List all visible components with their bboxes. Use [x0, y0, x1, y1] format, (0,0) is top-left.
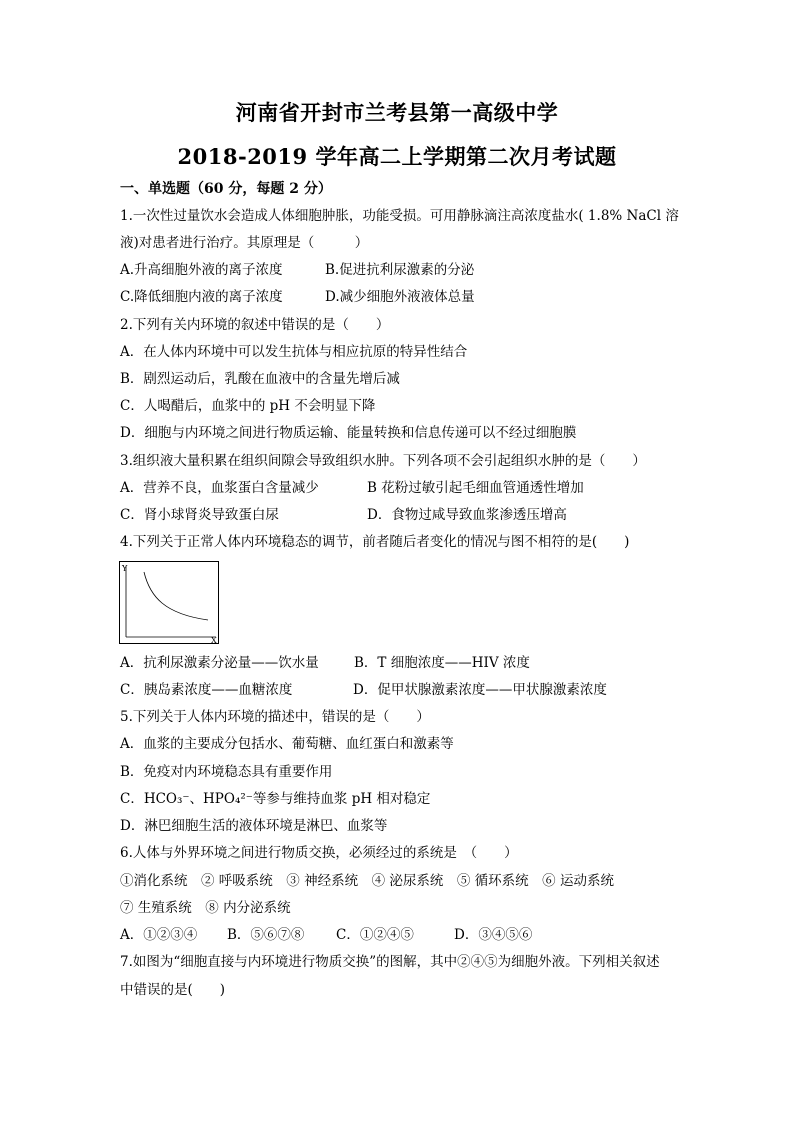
q4-option-a[interactable]: A．抗利尿激素分泌量——饮水量 [120, 655, 319, 671]
q4-graph [119, 561, 219, 644]
q6-option-d[interactable]: D．③④⑤⑥ [454, 927, 533, 943]
q2-stem: 2.下列有关内环境的叙述中错误的是（ ） [120, 317, 390, 333]
y-axis-label: Y [122, 564, 128, 573]
q6-option-a[interactable]: A．①②③④ [120, 927, 198, 943]
x-axis-label: X [211, 636, 217, 645]
q7-stem-cont: 中错误的是( ) [120, 982, 226, 998]
q6-option-c[interactable]: C．①②④⑤ [336, 927, 414, 943]
q4-option-c[interactable]: C．胰岛素浓度——血糖浓度 [120, 682, 293, 698]
q7-stem: 7.如图为“细胞直接与内环境进行物质交换”的图解，其中②④⑤为细胞外液。下列相关叙述 [120, 954, 660, 970]
document-title: 河南省开封市兰考县第一高级中学 [235, 100, 559, 125]
q4-option-d[interactable]: D．促甲状腺激素浓度——甲状腺激素浓度 [353, 682, 607, 698]
q5-option-b[interactable]: B．免疫对内环境稳态具有重要作用 [120, 764, 333, 780]
q5-option-c[interactable]: C．HCO₃⁻、HPO₄²⁻等参与维持血浆 pH 相对稳定 [120, 791, 431, 807]
q1-stem: 1.一次性过量饮水会造成人体细胞肿胀，功能受损。可用静脉滴注高浓度盐水( 1.8% NaCl 溶 [120, 208, 679, 224]
q3-stem: 3.组织液大量积累在组织间隙会导致组织水肿。下列各项不会引起组织水肿的是（ ） [120, 453, 646, 469]
q2-option-d[interactable]: D．细胞与内环境之间进行物质运输、能量转换和信息传递可以不经过细胞膜 [120, 425, 577, 441]
q1-option-b[interactable]: B.促进抗利尿激素的分泌 [325, 262, 475, 278]
q5-stem: 5.下列关于人体内环境的描述中，错误的是（ ） [120, 709, 430, 725]
section-heading: 一、单选题（60 分，每题 2 分） [120, 181, 332, 197]
q3-option-a[interactable]: A．营养不良，血浆蛋白含量减少 [120, 480, 319, 496]
q4-graph-svg [120, 562, 220, 645]
q3-option-d[interactable]: D．食物过咸导致血浆渗透压增高 [367, 507, 567, 523]
q1-option-d[interactable]: D.减少细胞外液液体总量 [325, 289, 475, 305]
document-subtitle: 2018-2019 学年高二上学期第二次月考试题 [177, 144, 617, 169]
q1-option-c[interactable]: C.降低细胞内液的离子浓度 [120, 289, 283, 305]
q1-stem-cont: 液)对患者进行治疗。其原理是（ ） [120, 235, 369, 251]
q5-option-a[interactable]: A．血浆的主要成分包括水、葡萄糖、血红蛋白和激素等 [120, 736, 454, 752]
q5-option-d[interactable]: D．淋巴细胞生活的液体环境是淋巴、血浆等 [120, 818, 388, 834]
q6-option-b[interactable]: B．⑤⑥⑦⑧ [227, 927, 305, 943]
q6-systems-list: ①消化系统 ② 呼吸系统 ③ 神经系统 ④ 泌尿系统 ⑤ 循环系统 ⑥ 运动系统 [120, 873, 614, 889]
q4-option-b[interactable]: B．T 细胞浓度——HIV 浓度 [354, 655, 530, 671]
q6-systems-list-cont: ⑦ 生殖系统 ⑧ 内分泌系统 [120, 900, 291, 916]
q4-stem: 4.下列关于正常人体内环境稳态的调节，前者随后者变化的情况与图不相符的是( ) [120, 534, 630, 550]
q2-option-a[interactable]: A．在人体内环境中可以发生抗体与相应抗原的特异性结合 [120, 344, 468, 360]
q3-option-c[interactable]: C．肾小球肾炎导致蛋白尿 [120, 507, 279, 523]
q2-option-b[interactable]: B．剧烈运动后，乳酸在血液中的含量先增后减 [120, 371, 400, 387]
q6-stem: 6.人体与外界环境之间进行物质交换，必须经过的系统是 （ ） [120, 845, 518, 861]
q1-option-a[interactable]: A.升高细胞外液的离子浓度 [120, 262, 283, 278]
q2-option-c[interactable]: C．人喝醋后，血浆中的 pH 不会明显下降 [120, 398, 376, 414]
decreasing-curve [144, 572, 208, 620]
q3-option-b[interactable]: B 花粉过敏引起毛细血管通透性增加 [367, 480, 584, 496]
